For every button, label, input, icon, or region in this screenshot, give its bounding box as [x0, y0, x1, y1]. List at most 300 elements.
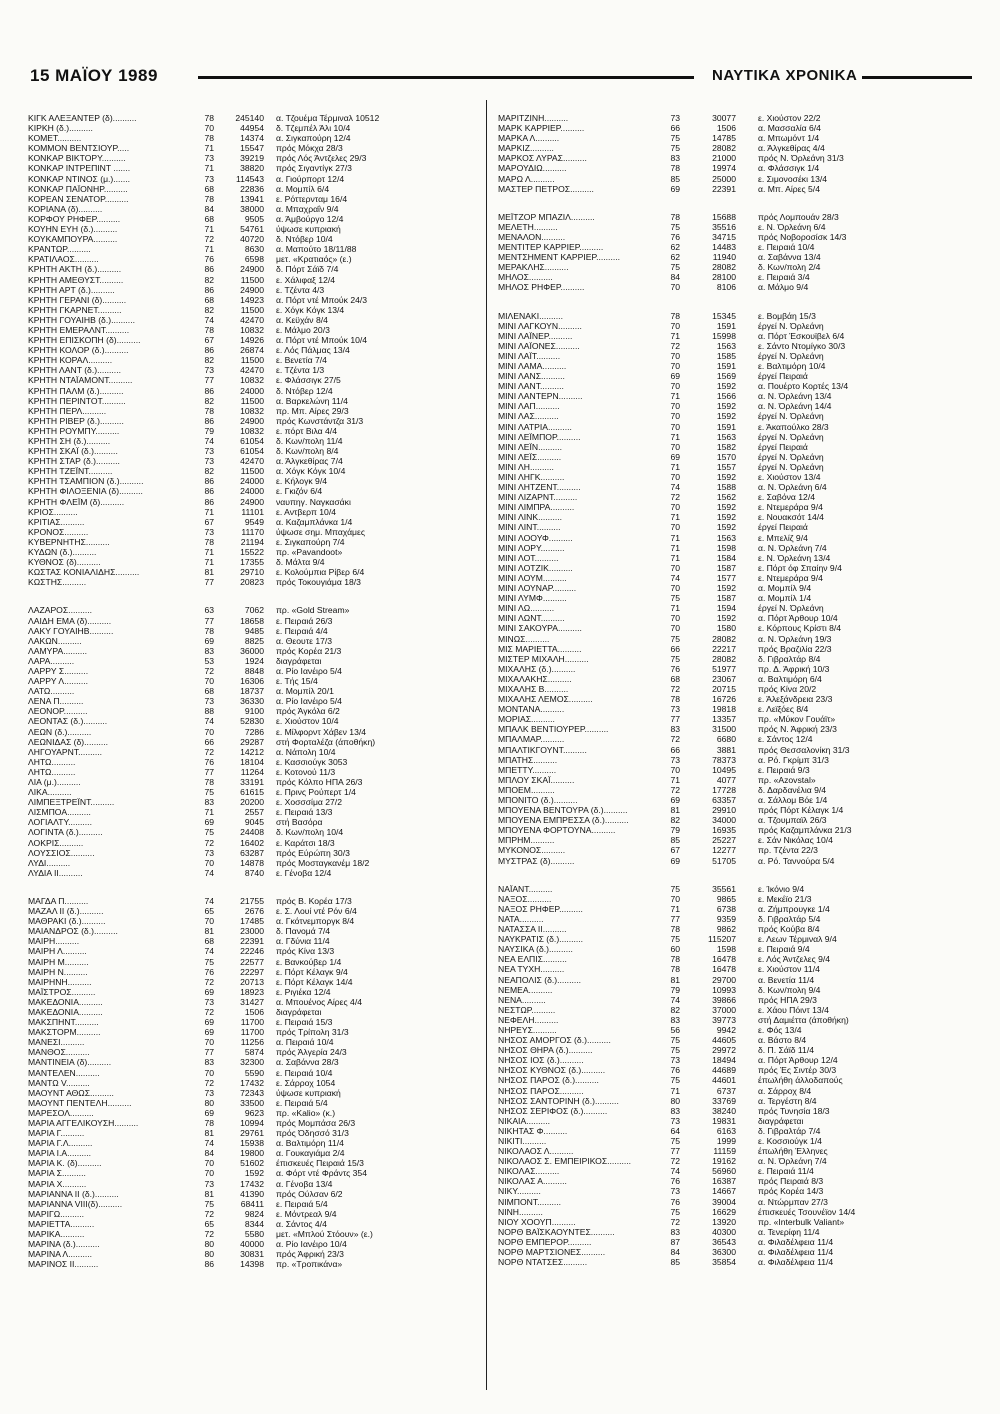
build-year: 70 [670, 411, 680, 422]
position-note: πρ. «Τροπικάνα» [276, 1259, 343, 1270]
build-year: 73 [204, 1087, 214, 1098]
ship-name: ΜΙΝΙ ΛΩΝΤ.......... [498, 613, 565, 624]
ship-name: ΜΠΟΥΕΝΑ ΒΕΝΤΟΥΡΑ (δ.).......... [498, 805, 628, 816]
ship-name: ΛΟΚΡΙΣ.......... [28, 837, 84, 848]
build-year: 78 [204, 777, 214, 787]
ship-row [28, 777, 480, 787]
tonnage: 15998 [712, 330, 736, 341]
ship-row [28, 1037, 480, 1047]
ship-row [28, 858, 480, 868]
tonnage: 61615 [240, 787, 264, 798]
tonnage: 29910 [712, 805, 736, 816]
tonnage: 21755 [240, 895, 264, 906]
ship-row [28, 133, 480, 143]
position-note: ναυπηγ. Ναγκασάκι [276, 496, 351, 507]
build-year: 71 [670, 512, 680, 523]
ship-row [28, 446, 480, 456]
build-year: 81 [670, 974, 680, 985]
build-year: 70 [670, 562, 680, 573]
build-year: 78 [204, 324, 214, 335]
build-year: 66 [670, 744, 680, 755]
build-year: 71 [204, 506, 214, 517]
ship-row [496, 785, 980, 795]
position-note: πρός Όδησσό 31/3 [276, 1128, 349, 1139]
ship-name: ΜΑΙΡΗ.......... [28, 936, 80, 947]
build-year: 73 [204, 847, 214, 858]
ship-name: ΜΑΡΙΑ ΑΓΓΕΛΙΚΟΥΣΗ.......... [28, 1118, 139, 1128]
ship-row [28, 275, 480, 285]
build-year: 73 [204, 996, 214, 1007]
ship-name: ΜΑΙΑΝΔΡΟΣ (δ.).......... [28, 926, 118, 937]
position-note: ε. Χιούστον 11/4 [758, 964, 820, 975]
tonnage: 9623 [244, 1107, 264, 1118]
right-column [496, 113, 980, 1285]
build-year: 73 [204, 1178, 214, 1189]
position-note: ε. Χοσσσίμα 27/2 [276, 797, 342, 808]
position-note: α. Ρίο Ιανέιρο 10/4 [276, 1239, 347, 1250]
position-note: δ. Δαρδανέλια 9/4 [758, 784, 827, 795]
position-note: διαγράφεται [276, 655, 322, 666]
ship-row [496, 311, 980, 321]
tonnage: 1569 [716, 371, 736, 382]
position-note: ε. Πειραιά 26/3 [276, 615, 333, 626]
tonnage: 39773 [712, 1014, 736, 1025]
tonnage: 17432 [240, 1077, 264, 1088]
tonnage: 1506 [244, 1006, 264, 1017]
build-year: 77 [204, 766, 214, 777]
position-note: δ. Κων/πολη 9/4 [758, 984, 821, 995]
ship-name: ΜΑΡΙΑ Γ.Λ.......... [28, 1138, 93, 1149]
tonnage: 19800 [240, 1148, 264, 1159]
ship-row [496, 664, 980, 674]
ship-name: ΚΟΝΚΑΡ ΠΑΪΟΝΗΡ.......... [28, 183, 128, 194]
position-note: δ. Ντόβερ 10/4 [276, 234, 333, 245]
ship-name: ΚΡΗΤΗ ΛΑΝΤ (δ.).......... [28, 365, 121, 376]
tonnage: 8825 [244, 635, 264, 646]
position-note: ε. Κοτονού 11/3 [276, 766, 336, 777]
ship-row [28, 1128, 480, 1138]
tonnage: 5874 [244, 1047, 264, 1058]
ship-row [28, 936, 480, 946]
position-note: ε. Βαλτιμόρη 10/4 [758, 360, 826, 371]
tonnage: 14483 [712, 242, 736, 253]
tonnage: 1557 [716, 461, 736, 472]
ship-row [496, 1055, 980, 1065]
build-year: 78 [670, 924, 680, 935]
build-year: 65 [204, 906, 214, 917]
ship-list-section [28, 896, 480, 1269]
tonnage: 68411 [240, 1198, 264, 1209]
build-year: 68 [204, 686, 214, 697]
ship-row [28, 787, 480, 797]
build-year: 75 [204, 1198, 214, 1209]
ship-row [496, 1045, 980, 1055]
tonnage: 18737 [240, 686, 264, 697]
tonnage: 29761 [240, 1128, 264, 1139]
ship-name: ΜΙΝΙ ΛΑΝΤΕΡΝ.......... [498, 391, 583, 402]
position-note: α. Τζουμπαϊλ 26/3 [758, 815, 827, 826]
tonnage: 36543 [712, 1236, 736, 1247]
ship-name: ΜΑΝΤΩ V.......... [28, 1077, 90, 1088]
ship-row [496, 1126, 980, 1136]
tonnage: 22391 [712, 183, 736, 194]
build-year: 83 [670, 724, 680, 735]
position-note: α. Τζουέμα Τέρμιναλ 10512 [276, 113, 380, 123]
ship-row [496, 252, 980, 262]
build-year: 75 [670, 633, 680, 644]
build-year: 74 [204, 946, 214, 957]
position-note: ε. Χάλιφαξ 12/4 [276, 274, 336, 285]
build-year: 70 [670, 421, 680, 432]
ship-row [28, 757, 480, 767]
ship-row [496, 613, 980, 623]
position-note: ε. Λός Πάλμας 13/4 [276, 345, 350, 356]
tonnage: 40300 [712, 1226, 736, 1237]
ship-row [496, 1015, 980, 1025]
ship-row [496, 563, 980, 573]
build-year: 70 [670, 583, 680, 594]
ship-row [496, 856, 980, 866]
ship-name: ΜΠΑΛΤΙΚΓΟΥΝΤ.......... [498, 744, 587, 755]
position-note: στή Βασόρα [276, 817, 323, 828]
tonnage: 13941 [240, 193, 264, 204]
tonnage: 28082 [712, 653, 736, 664]
tonnage: 30077 [712, 113, 736, 123]
position-note: πρ. Τζέντα 22/3 [758, 845, 818, 856]
ship-name: ΛΑΚΩΝ.......... [28, 635, 82, 646]
position-note: ε. Χάου Πόιντ 13/4 [758, 1004, 829, 1015]
position-note: ε. Λός Άντζελες 9/4 [758, 954, 831, 965]
ship-name: ΝΙΚΟΛΑΟΣ Σ. ΕΜΠΕΙΡΙΚΟΣ.......... [498, 1156, 632, 1167]
build-year: 70 [670, 623, 680, 634]
ship-name: ΜΠΟΥΕΝΑ ΦΟΡΤΟΥΝΑ.......... [498, 825, 616, 836]
build-year: 71 [670, 391, 680, 402]
ship-row [28, 1189, 480, 1199]
tonnage: 16629 [712, 1206, 736, 1217]
ship-row [496, 894, 980, 904]
tonnage: 19162 [712, 1156, 736, 1167]
ship-name: ΜΑΪΣΤΡΟΣ.......... [28, 986, 96, 997]
tonnage: 29287 [240, 736, 264, 747]
tonnage: 33191 [240, 777, 264, 787]
position-note: ε. Μόντρεαλ 9/4 [276, 1208, 337, 1219]
ship-row [28, 1068, 480, 1078]
ship-name: ΚΡΗΤΗ ΓΚΑΡΝΕΤ.......... [28, 304, 122, 315]
tonnage: 11500 [240, 304, 264, 315]
position-note: α. Ρίο Ιανέιρο 5/4 [276, 665, 342, 676]
ship-name: ΝΗΣΟΣ ΠΑΡΟΣ.......... [498, 1085, 584, 1096]
ship-name: ΜΑΡΙΑ Κ. (δ).......... [28, 1158, 102, 1169]
ship-name: ΚΡΗΤΗ ΕΠΙΣΚΟΠΗ (δ).......... [28, 335, 141, 346]
build-year: 72 [204, 1229, 214, 1240]
ship-name: ΜΑΡΩ Λ.......... [498, 173, 555, 184]
ship-name: ΜΙΝΙ ΛΟΤ.......... [498, 552, 559, 563]
position-note: ε. Γκιζόν 6/4 [276, 486, 323, 497]
ship-row [28, 204, 480, 214]
build-year: 86 [204, 345, 214, 356]
ship-row [28, 1098, 480, 1108]
tonnage: 14878 [240, 857, 264, 868]
ship-row [28, 1118, 480, 1128]
position-note: α. Μπαχραΐν 9/4 [276, 203, 339, 214]
ship-name: ΝΑΥΣΙΚΑ (δ.).......... [498, 944, 573, 955]
build-year: 87 [670, 1236, 680, 1247]
ship-name: ΜΙΝΙ ΛΟΟΥΦ.......... [498, 532, 573, 543]
ship-name: ΝΑΪΑΝΤ.......... [498, 883, 553, 894]
position-note: πρός Β. Κορέα 17/3 [276, 895, 352, 906]
build-year: 74 [204, 314, 214, 325]
tonnage: 34000 [712, 815, 736, 826]
tonnage: 1584 [716, 552, 736, 563]
position-note: ε. Γένοβα 12/4 [276, 867, 332, 878]
tonnage: 25000 [712, 173, 736, 184]
ship-row [28, 174, 480, 184]
position-note: δ. Γιβραλτάρ 8/4 [758, 653, 821, 664]
build-year: 53 [204, 655, 214, 666]
tonnage: 1563 [716, 532, 736, 543]
build-year: 82 [670, 1004, 680, 1015]
position-note: πρός Νοβοροσίσκ 14/3 [758, 231, 847, 242]
tonnage: 1582 [716, 441, 736, 452]
tonnage: 13357 [712, 714, 736, 725]
tonnage: 1580 [716, 623, 736, 634]
build-year: 68 [204, 183, 214, 194]
position-note: α. Μπωμόντ 1/4 [758, 133, 820, 144]
build-year: 75 [670, 653, 680, 664]
ship-row [496, 924, 980, 934]
build-year: 85 [670, 835, 680, 846]
ship-row [28, 1239, 480, 1249]
build-year: 86 [204, 415, 214, 426]
ship-name: ΚΙΓΚ ΑΛΕΞΑΝΤΕΡ (δ).......... [28, 113, 137, 123]
tonnage: 1592 [716, 401, 736, 412]
build-year: 74 [670, 994, 680, 1005]
ship-name: ΚΟΥΗΝ ΕΥΗ (δ.).......... [28, 224, 118, 235]
ship-row [496, 1217, 980, 1227]
tonnage: 9942 [716, 1024, 736, 1035]
ship-name: ΚΡΗΤΗ ΓΟΥΑΙΗΒ (δ.).......... [28, 314, 135, 325]
ship-row [28, 1088, 480, 1098]
build-year: 86 [204, 264, 214, 275]
ship-name: ΝΑΞΟΣ.......... [498, 893, 552, 904]
build-year: 74 [670, 1166, 680, 1177]
position-note: ε. Νουακσότ 14/4 [758, 512, 824, 523]
ship-name: ΛΙΑ (μ.).......... [28, 777, 81, 787]
tonnage: 38000 [240, 203, 264, 214]
position-note: πρός Ές Σιντέρ 30/3 [758, 1065, 837, 1076]
build-year: 73 [204, 526, 214, 537]
tonnage: 6737 [716, 1085, 736, 1096]
tonnage: 24000 [240, 385, 264, 396]
tonnage: 114543 [235, 173, 264, 184]
ship-row [28, 1007, 480, 1017]
ship-name: ΜΠΟΝΙΤΟ (δ.).......... [498, 795, 578, 805]
tonnage: 39219 [240, 153, 264, 164]
build-year: 71 [670, 542, 680, 553]
ship-name: ΜΙΝΙ ΛΙΝΤ.......... [498, 522, 561, 533]
tonnage: 10832 [240, 375, 264, 386]
ship-name: ΚΟΝΚΑΡ ΝΤΙΝΟΣ (μ.)....... [28, 173, 130, 184]
position-note: ε. Πειραιά 5/4 [276, 1097, 328, 1108]
tonnage: 1592 [716, 613, 736, 624]
ship-name: ΜΙΝΙ ΛΟΤΖΙΚ.......... [498, 562, 573, 573]
ship-row [496, 815, 980, 825]
tonnage: 29710 [240, 567, 264, 578]
position-note: α. Μασσαλία 6/4 [758, 123, 821, 134]
build-year: 71 [670, 1085, 680, 1096]
tonnage: 11159 [713, 1146, 736, 1157]
ship-name: ΚΟΜΜΟΝ ΒΕΝΤΣΙΟΥΡ..... [28, 143, 130, 154]
ship-name: ΚΡΗΤΗ ΦΛΕΪΜ (δ).......... [28, 496, 125, 507]
position-note: διαγράφεται [276, 1006, 322, 1017]
ship-name: ΚΥΔΩΝ (δ.).......... [28, 547, 97, 558]
build-year: 76 [204, 756, 214, 767]
ship-name: ΜΗΛΟΣ.......... [498, 272, 553, 283]
ship-row [28, 184, 480, 194]
ship-name: ΚΙΡΚΗ (δ.).......... [28, 123, 93, 134]
ship-row [496, 522, 980, 532]
build-year: 75 [204, 787, 214, 798]
ship-row [496, 1186, 980, 1196]
ship-name: ΛΗΤΩ.......... [28, 756, 76, 767]
build-year: 76 [204, 966, 214, 977]
build-year: 75 [670, 934, 680, 945]
ship-row [496, 442, 980, 452]
ship-row [496, 583, 980, 593]
build-year: 72 [670, 734, 680, 745]
build-year: 70 [670, 613, 680, 624]
tonnage: 22836 [240, 183, 264, 194]
ship-name: ΚΡΗΤΗ ΑΚΤΗ (δ.).......... [28, 264, 122, 275]
build-year: 70 [204, 857, 214, 868]
ship-row [496, 222, 980, 232]
position-note: ε. Μεκέϊο 21/3 [758, 893, 812, 904]
tonnage: 18658 [240, 615, 264, 626]
position-note: ε. Πειραιά 9/4 [758, 944, 810, 955]
position-note: έργεί Πειραιά [758, 522, 808, 533]
build-year: 70 [670, 350, 680, 361]
build-year: 73 [204, 173, 214, 184]
tonnage: 51602 [240, 1158, 264, 1169]
ship-name: ΝΕΑΠΟΛΙΣ (δ.).......... [498, 974, 582, 985]
ship-row [496, 153, 980, 163]
ship-row [496, 411, 980, 421]
ship-row [28, 716, 480, 726]
ship-name: ΜΑΡΙΑ Σ.......... [28, 1168, 86, 1179]
tonnage: 24000 [240, 486, 264, 497]
ship-row [496, 795, 980, 805]
tonnage: 1506 [716, 123, 736, 134]
position-note: α. Πουέρτο Κορτές 13/4 [758, 381, 849, 392]
tonnage: 28100 [712, 272, 736, 283]
ship-row [28, 123, 480, 133]
position-note: έργεί Ν. Όρλεάνη [758, 461, 824, 472]
tonnage: 22391 [240, 936, 264, 947]
ship-name: ΚΡΗΤΗ ΑΡΤ (δ.).......... [28, 284, 115, 295]
position-note: έργεί Ν. Όρλεάνη [758, 451, 824, 462]
ship-name: ΚΟΡΕΑΝ ΣΕΝΑΤΟΡ.......... [28, 193, 129, 204]
position-note: ε. Ν. Όρλεάνη 6/4 [758, 221, 826, 232]
build-year: 66 [204, 736, 214, 747]
tonnage: 39004 [712, 1196, 736, 1207]
tonnage: 35561 [712, 883, 736, 894]
build-year: 78 [204, 1118, 214, 1128]
position-note: ε. Σιγκαπούρη 7/4 [276, 536, 345, 547]
ship-name: ΜΑΟΥΝΤ ΑΘΩΣ.......... [28, 1087, 114, 1098]
ship-name: ΝΑΤΑ.......... [498, 913, 544, 924]
build-year: 75 [670, 1045, 680, 1056]
ship-row [28, 896, 480, 906]
position-note: πρός Κούβα 8/4 [758, 924, 820, 935]
ship-row [496, 143, 980, 153]
tonnage: 1570 [716, 451, 736, 462]
tonnage: 9865 [716, 893, 736, 904]
tonnage: 31500 [712, 724, 736, 735]
ship-name: ΚΡΗΤΗ ΚΟΛΟΡ (δ.).......... [28, 345, 129, 356]
ship-row [28, 325, 480, 335]
ship-name: ΝΕΦΕΛΗ.......... [498, 1014, 559, 1025]
tonnage: 1592 [716, 512, 736, 523]
build-year: 72 [670, 492, 680, 503]
build-year: 88 [204, 706, 214, 717]
ship-name: ΛΑΡΡΥ Σ.......... [28, 665, 89, 676]
position-note: α. Ζήμπρουγκε 1/4 [758, 903, 830, 914]
position-note: έργεί Ν. Όρλεάνη [758, 431, 824, 442]
ship-row [496, 1176, 980, 1186]
ship-row [28, 244, 480, 254]
tonnage: 6163 [716, 1125, 736, 1136]
position-note: ε. Πειραιά 10/4 [276, 1067, 333, 1078]
tonnage: 42470 [240, 365, 264, 376]
position-note: ε. πόρτ Βιλα 4/4 [276, 425, 337, 436]
ship-name: ΜΑΚΣΠΗΝΤ.......... [28, 1017, 99, 1028]
ship-row [28, 1017, 480, 1027]
ship-row [28, 386, 480, 396]
position-note: ε. Σάρροχ 1054 [276, 1077, 336, 1088]
ship-name: ΜΙΝΙ ΛΑΪΝΕΡ.......... [498, 330, 573, 341]
build-year: 81 [670, 805, 680, 816]
tonnage: 28082 [712, 262, 736, 273]
ship-name: ΜΑΓΔΑ Π.......... [28, 895, 89, 906]
tonnage: 16402 [240, 837, 264, 848]
ship-row [28, 285, 480, 295]
build-year: 71 [670, 532, 680, 543]
ship-row [496, 954, 980, 964]
build-year: 75 [670, 593, 680, 604]
ship-name: ΚΟΝΚΑΡ ΒΙΚΤΟΡΥ.......... [28, 153, 126, 164]
build-year: 78 [204, 625, 214, 636]
ship-row [496, 964, 980, 974]
build-year: 69 [204, 1107, 214, 1118]
build-year: 73 [204, 365, 214, 376]
column-divider [486, 100, 487, 1390]
position-note: ε. Μπελίζ 9/4 [758, 532, 808, 543]
build-year: 73 [204, 446, 214, 457]
build-year: 72 [670, 340, 680, 351]
tonnage: 2676 [244, 906, 264, 917]
position-note: ε. Κόρπους Κρίστι 8/4 [758, 623, 842, 634]
position-note: πρός Λός Άντζελες 29/3 [276, 153, 367, 164]
header-rule [198, 76, 694, 79]
build-year: 80 [204, 1249, 214, 1260]
ship-row [28, 987, 480, 997]
tonnage: 36330 [240, 696, 264, 707]
build-year: 72 [670, 1156, 680, 1167]
ship-name: ΜΙΝΙ ΛΑΠ.......... [498, 401, 560, 412]
ship-row [496, 884, 980, 894]
build-year: 62 [670, 242, 680, 253]
build-year: 74 [204, 716, 214, 727]
